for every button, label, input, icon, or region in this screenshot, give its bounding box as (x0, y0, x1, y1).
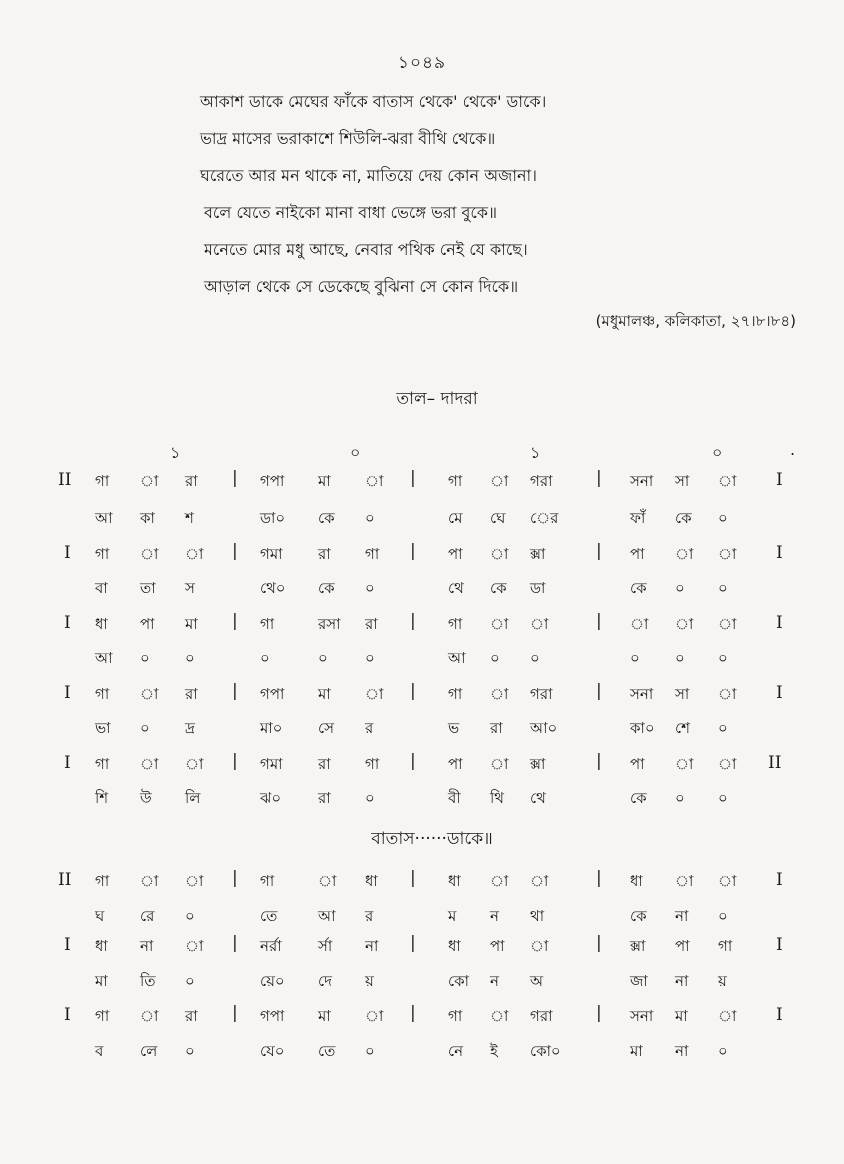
vibhag-divider: | (410, 681, 416, 701)
row-end-bar: II (768, 753, 782, 773)
swara-note: ধা (448, 937, 461, 955)
swara-note: ধা (630, 872, 643, 890)
swara-note: রা (318, 755, 331, 773)
swara-note: া (675, 545, 694, 563)
swara-note: মা (318, 472, 331, 490)
row-end-bar: I (776, 683, 783, 703)
row-end-bar: I (776, 613, 783, 633)
lyric-syllable: র (365, 907, 374, 925)
row-start-bar: II (58, 870, 72, 890)
swara-note: রা (185, 1007, 198, 1025)
swara-note: ধা (95, 615, 108, 633)
swara-note: ক্সা (630, 937, 646, 955)
vibhag-divider: | (596, 541, 602, 561)
swara-note: গা (365, 545, 380, 563)
vibhag-divider: | (596, 1003, 602, 1023)
swara-note: া (140, 685, 159, 703)
swara-row (0, 935, 844, 959)
row-end-bar: I (776, 870, 783, 890)
swara-note: র্সা (318, 937, 333, 955)
swara-note: গা (448, 615, 463, 633)
row-end-bar: I (776, 470, 783, 490)
lyric-syllable: ০ (365, 579, 375, 597)
lyric-syllable: তে (318, 1042, 336, 1060)
beat-mark: ১ (170, 443, 181, 462)
vibhag-divider: | (232, 1003, 238, 1023)
swara-note: া (718, 545, 737, 563)
swara-note: ধা (95, 937, 108, 955)
swara-note: া (490, 872, 509, 890)
lyric-syllable: যে০ (260, 1042, 285, 1060)
vibhag-divider: | (232, 751, 238, 771)
lyric-syllable: লে (140, 1042, 158, 1060)
lyric-syllable: কো০ (530, 1042, 561, 1060)
swara-note: পা (675, 937, 690, 955)
swara-note: া (530, 937, 549, 955)
lyric-syllable: কে (630, 907, 647, 925)
lyric-syllable: মা (630, 1042, 643, 1060)
lyric-syllable: ০ (185, 1042, 195, 1060)
lyric-syllable: ০ (718, 509, 728, 527)
swara-note: া (185, 755, 204, 773)
lyric-syllable: ০ (185, 972, 195, 990)
vibhag-divider: | (232, 933, 238, 953)
lyric-syllable: থে (530, 789, 546, 807)
swara-note: গা (718, 937, 733, 955)
swara-note: পা (140, 615, 155, 633)
lyric-syllable: শে (675, 719, 690, 737)
lyric-syllable: ০ (718, 907, 728, 925)
row-start-bar: I (64, 935, 71, 955)
lyric-syllable: রে (140, 907, 155, 925)
swara-note: গপা (260, 685, 285, 703)
lyric-syllable: আ০ (530, 719, 558, 737)
row-start-bar: I (64, 1005, 71, 1025)
lyric-syllable: কে (490, 579, 507, 597)
lyric-syllable: কা০ (630, 719, 655, 737)
swara-row (0, 613, 844, 637)
vibhag-divider: | (232, 611, 238, 631)
row-end-bar: I (776, 543, 783, 563)
vibhag-divider: | (596, 751, 602, 771)
row-end-bar: I (776, 1005, 783, 1025)
swara-note: ক্সা (530, 755, 546, 773)
lyric-syllable: রা (318, 789, 331, 807)
poem-line: ভাদ্র মাসের ভরাকাশে শিউলি-ঝরা বীথি থেকে॥ (200, 129, 496, 148)
vibhag-divider: | (410, 1003, 416, 1023)
lyric-syllable: ০ (675, 789, 685, 807)
swara-note: পা (630, 755, 645, 773)
lyric-syllable: অ (530, 972, 543, 990)
lyric-syllable: ০ (490, 649, 500, 667)
lyric-syllable: ব (95, 1042, 104, 1060)
poem-line: আকাশ ডাকে মেঘের ফাঁকে বাতাস থেকে' থেকে' ডাকে। (200, 92, 547, 111)
lyric-row (0, 787, 844, 811)
vibhag-divider: | (232, 541, 238, 561)
lyric-syllable: ০ (365, 1042, 375, 1060)
lyric-syllable: মা০ (260, 719, 283, 737)
swara-note: গপা (260, 1007, 285, 1025)
lyric-syllable: ০ (185, 907, 195, 925)
swara-note: া (718, 1007, 737, 1025)
lyric-syllable: ০ (140, 649, 150, 667)
lyric-syllable: শি (95, 789, 109, 807)
swara-note: া (675, 872, 694, 890)
lyric-syllable: কে (630, 579, 647, 597)
swara-note: মা (318, 1007, 331, 1025)
poem-line: আড়াল থেকে সে ডেকেছে বুঝিনা সে কোন দিকে॥ (204, 277, 519, 296)
swara-note: গা (260, 872, 275, 890)
swara-note: া (490, 615, 509, 633)
vibhag-divider: | (596, 468, 602, 488)
lyric-syllable: ডা (530, 579, 546, 597)
tala-heading: তাল– দাদরা (396, 389, 478, 409)
lyric-row (0, 647, 844, 671)
lyric-row (0, 1040, 844, 1064)
lyric-syllable: ০ (365, 509, 375, 527)
lyric-syllable: দে (318, 972, 332, 990)
lyric-syllable: ঘ (95, 907, 105, 925)
swara-note: া (365, 472, 384, 490)
lyric-syllable: মে (448, 509, 463, 527)
lyric-syllable: আ (318, 907, 336, 925)
lyric-syllable: থে (448, 579, 464, 597)
lyric-syllable: ০ (260, 649, 270, 667)
swara-note: া (530, 615, 549, 633)
swara-note: া (718, 472, 737, 490)
lyric-syllable: কে (675, 509, 692, 527)
lyric-row (0, 577, 844, 601)
lyric-syllable: তে (260, 907, 278, 925)
swara-note: গপা (260, 472, 285, 490)
vibhag-divider: | (410, 611, 416, 631)
page-number: ১০৪৯ (397, 53, 447, 73)
swara-note: গমা (260, 545, 283, 563)
swara-note: গমা (260, 755, 283, 773)
lyric-syllable: স (185, 579, 195, 597)
swara-note: া (675, 615, 694, 633)
swara-note: গরা (530, 472, 553, 490)
swara-note: া (140, 472, 159, 490)
lyric-syllable: কে (318, 579, 335, 597)
lyric-syllable: কো (448, 972, 469, 990)
lyric-syllable: ০ (318, 649, 328, 667)
poem-block (200, 92, 760, 314)
lyric-syllable: ০ (185, 649, 195, 667)
swara-note: রা (365, 615, 378, 633)
swara-note: রসা (318, 615, 341, 633)
swara-note: গা (95, 545, 110, 563)
swara-note: া (490, 545, 509, 563)
beat-marks (0, 440, 844, 464)
swara-note: সনা (630, 472, 654, 490)
beat-mark: ০ (712, 443, 723, 462)
lyric-syllable: য় (718, 972, 727, 990)
swara-row (0, 753, 844, 777)
swara-note: া (490, 685, 509, 703)
lyric-syllable: ০ (630, 649, 640, 667)
swara-note: গা (448, 685, 463, 703)
swara-row (0, 870, 844, 894)
vibhag-divider: | (232, 681, 238, 701)
lyric-syllable: ০ (718, 579, 728, 597)
lyric-syllable: আ (95, 649, 113, 667)
poem-line: ঘরেতে আর মন থাকে না, মাতিয়ে দেয় কোন অজানা। (200, 166, 537, 185)
swara-note: া (140, 1007, 159, 1025)
swara-note: মা (318, 685, 331, 703)
swara-note: গা (260, 615, 275, 633)
swara-note: া (140, 872, 159, 890)
lyric-syllable: ভ (448, 719, 460, 737)
lyric-syllable: জা (630, 972, 648, 990)
lyric-syllable: থি (490, 789, 505, 807)
vibhag-divider: | (232, 868, 238, 888)
lyric-syllable: ০ (675, 649, 685, 667)
swara-note: া (718, 615, 737, 633)
lyric-syllable: ফাঁ (630, 509, 646, 527)
lyric-syllable: য়ে০ (260, 972, 285, 990)
swara-note: া (185, 545, 204, 563)
row-start-bar: I (64, 753, 71, 773)
swara-note: পা (630, 545, 645, 563)
swara-note: া (530, 872, 549, 890)
swara-note: গা (95, 685, 110, 703)
lyric-syllable: বী (448, 789, 461, 807)
lyric-syllable: দ্র (185, 719, 195, 737)
vibhag-divider: | (596, 868, 602, 888)
lyric-row (0, 717, 844, 741)
swara-note: া (185, 872, 204, 890)
swara-row (0, 683, 844, 707)
swara-note: া (365, 1007, 384, 1025)
beat-mark: ১ (530, 443, 541, 462)
swara-note: া (490, 472, 509, 490)
lyric-syllable: ০ (718, 789, 728, 807)
lyric-syllable: ডা০ (260, 509, 286, 527)
swara-note: া (490, 1007, 509, 1025)
swara-note: নর্রা (260, 937, 282, 955)
lyric-syllable: বা (95, 579, 108, 597)
lyric-syllable: ০ (718, 649, 728, 667)
vibhag-divider: | (410, 751, 416, 771)
lyric-syllable: ০ (530, 649, 540, 667)
lyric-syllable: কা (140, 509, 155, 527)
swara-note: পা (448, 755, 463, 773)
poem-line: মনেতে মোর মধু আছে, নেবার পথিক নেই যে কাছে। (204, 240, 528, 259)
lyric-syllable: না (675, 907, 689, 925)
swara-note: া (318, 872, 337, 890)
lyric-syllable: উ (140, 789, 152, 807)
swara-note: গা (365, 755, 380, 773)
lyric-syllable: ন (490, 907, 499, 925)
swara-note: গা (95, 872, 110, 890)
lyric-syllable: না (675, 1042, 689, 1060)
swara-note: মা (185, 615, 198, 633)
swara-note: গা (448, 472, 463, 490)
lyric-syllable: য় (365, 972, 374, 990)
swara-row (0, 543, 844, 567)
lyric-syllable: ০ (718, 1042, 728, 1060)
row-end-bar: I (776, 935, 783, 955)
swara-note: গা (95, 1007, 110, 1025)
lyric-syllable: কে (630, 789, 647, 807)
lyric-syllable: র (365, 719, 374, 737)
lyric-syllable: ঝ০ (260, 789, 282, 807)
swara-note: ক্সা (530, 545, 546, 563)
vibhag-divider: | (410, 468, 416, 488)
lyric-syllable: ই (490, 1042, 498, 1060)
beat-mark: ০ (350, 443, 361, 462)
swara-note: গা (448, 1007, 463, 1025)
vibhag-divider: | (410, 541, 416, 561)
swara-note: া (675, 755, 694, 773)
lyric-row (0, 905, 844, 929)
swara-note: গা (95, 472, 110, 490)
swara-note: া (718, 872, 737, 890)
swara-note: া (365, 685, 384, 703)
swara-note: া (718, 685, 737, 703)
swara-note: ধা (365, 872, 378, 890)
lyric-syllable: শ (185, 509, 194, 527)
swara-row (0, 1005, 844, 1029)
swara-note: রা (185, 685, 198, 703)
swara-row (0, 470, 844, 494)
lyric-syllable: ের (530, 509, 559, 527)
swara-note: পা (448, 545, 463, 563)
poem-line: বলে যেতে নাইকো মানা বাধা ভেঙ্গে ভরা বুকে॥ (204, 203, 498, 222)
lyric-syllable: ম (448, 907, 457, 925)
lyric-syllable: ০ (365, 649, 375, 667)
lyric-syllable: রা (490, 719, 503, 737)
row-start-bar: I (64, 683, 71, 703)
swara-note: া (185, 937, 204, 955)
row-start-bar: I (64, 543, 71, 563)
row-start-bar: I (64, 613, 71, 633)
swara-note: া (718, 755, 737, 773)
lyric-syllable: তা (140, 579, 156, 597)
swara-note: গা (95, 755, 110, 773)
lyric-syllable: ০ (718, 719, 728, 737)
swara-note: ধা (448, 872, 461, 890)
swara-note: মা (675, 1007, 688, 1025)
swara-note: া (140, 545, 159, 563)
swara-note: সনা (630, 1007, 654, 1025)
vibhag-divider: | (596, 681, 602, 701)
swara-note: া (490, 755, 509, 773)
lyric-row (0, 970, 844, 994)
lyric-syllable: ভা (95, 719, 111, 737)
lyric-syllable: ন (490, 972, 499, 990)
lyric-syllable: সে (318, 719, 334, 737)
swara-note: া (140, 755, 159, 773)
swara-note: সনা (630, 685, 654, 703)
source-citation: (মধুমালঞ্চ, কলিকাতা, ২৭।৮।৮৪) (595, 312, 796, 330)
vibhag-divider: | (410, 868, 416, 888)
lyric-syllable: তি (140, 972, 156, 990)
swara-note: সা (675, 472, 690, 490)
row-start-bar: II (58, 470, 72, 490)
section-title: বাতাস······ডাকে॥ (371, 829, 493, 849)
lyric-row (0, 507, 844, 531)
lyric-syllable: ০ (140, 719, 150, 737)
lyric-syllable: আ (448, 649, 466, 667)
vibhag-divider: | (596, 611, 602, 631)
swara-note: গরা (530, 685, 553, 703)
lyric-syllable: নে (448, 1042, 464, 1060)
beat-mark: . (790, 440, 796, 459)
lyric-syllable: লি (185, 789, 201, 807)
lyric-syllable: থে০ (260, 579, 286, 597)
swara-note: সা (675, 685, 690, 703)
lyric-syllable: ০ (675, 579, 685, 597)
lyric-syllable: ঘে (490, 509, 506, 527)
swara-note: রা (185, 472, 198, 490)
vibhag-divider: | (596, 933, 602, 953)
swara-note: া (630, 615, 649, 633)
lyric-syllable: ০ (365, 789, 375, 807)
lyric-syllable: থা (530, 907, 545, 925)
vibhag-divider: | (410, 933, 416, 953)
swara-note: পা (490, 937, 505, 955)
swara-note: না (140, 937, 154, 955)
swara-note: গরা (530, 1007, 553, 1025)
lyric-syllable: না (675, 972, 689, 990)
swara-note: রা (318, 545, 331, 563)
vibhag-divider: | (232, 468, 238, 488)
lyric-syllable: মা (95, 972, 108, 990)
lyric-syllable: কে (318, 509, 335, 527)
lyric-syllable: আ (95, 509, 113, 527)
swara-note: না (365, 937, 379, 955)
